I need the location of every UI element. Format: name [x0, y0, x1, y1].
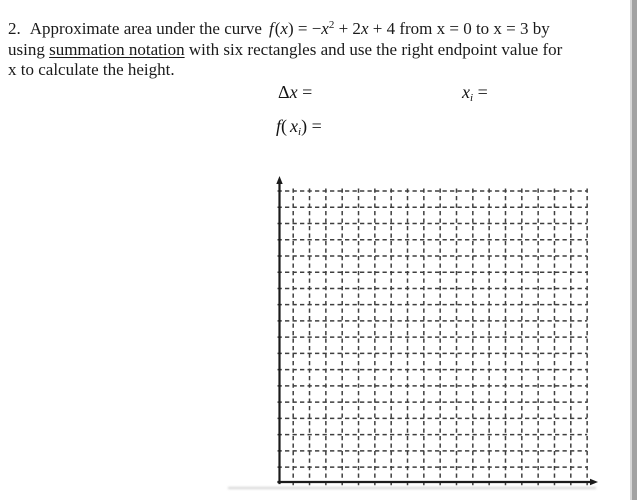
- math-x-arg: x: [280, 19, 288, 38]
- math-plus-4: + 4: [368, 19, 400, 38]
- line1-tail-text: from x = 0 to x = 3 by: [399, 19, 550, 38]
- fxi-lparen: (: [281, 116, 288, 136]
- delta-x-var: x: [289, 82, 298, 102]
- fxi-rparen: ): [301, 116, 308, 136]
- math-x-squared-var: x: [321, 19, 329, 38]
- math-exponent: 2: [328, 19, 335, 31]
- problem-number: 2.: [8, 19, 21, 38]
- scrollbar[interactable]: [632, 0, 637, 500]
- underlined-summation-notation: summation notation: [49, 39, 185, 59]
- delta-symbol: Δ: [278, 82, 290, 102]
- math-eq-minus: = −: [293, 19, 322, 38]
- delta-x-equals: =: [297, 82, 313, 102]
- xi-equals: =: [473, 82, 488, 102]
- line1-lead-text: Approximate area under the curve: [29, 19, 262, 38]
- fxi-f: f: [276, 116, 282, 136]
- fxi-equals: =: [307, 116, 322, 136]
- xi-subscript: i: [470, 92, 474, 104]
- math-f: f: [268, 19, 275, 38]
- line2-pre-text: using: [8, 39, 50, 59]
- math-lparen: (: [274, 19, 281, 38]
- xi-var: x: [462, 82, 470, 102]
- math-rparen: ): [287, 19, 294, 38]
- fxi-subscript: i: [298, 126, 302, 138]
- math-x-linear-var: x: [360, 19, 369, 38]
- scan-shadow-artifact: [228, 487, 596, 489]
- math-plus-2: + 2: [334, 19, 361, 38]
- line2-post-text: with six rectangles and use the right endpoint value for: [184, 39, 563, 59]
- problem-line-3: x to calculate the height.: [8, 60, 175, 79]
- fxi-var: x: [290, 116, 299, 136]
